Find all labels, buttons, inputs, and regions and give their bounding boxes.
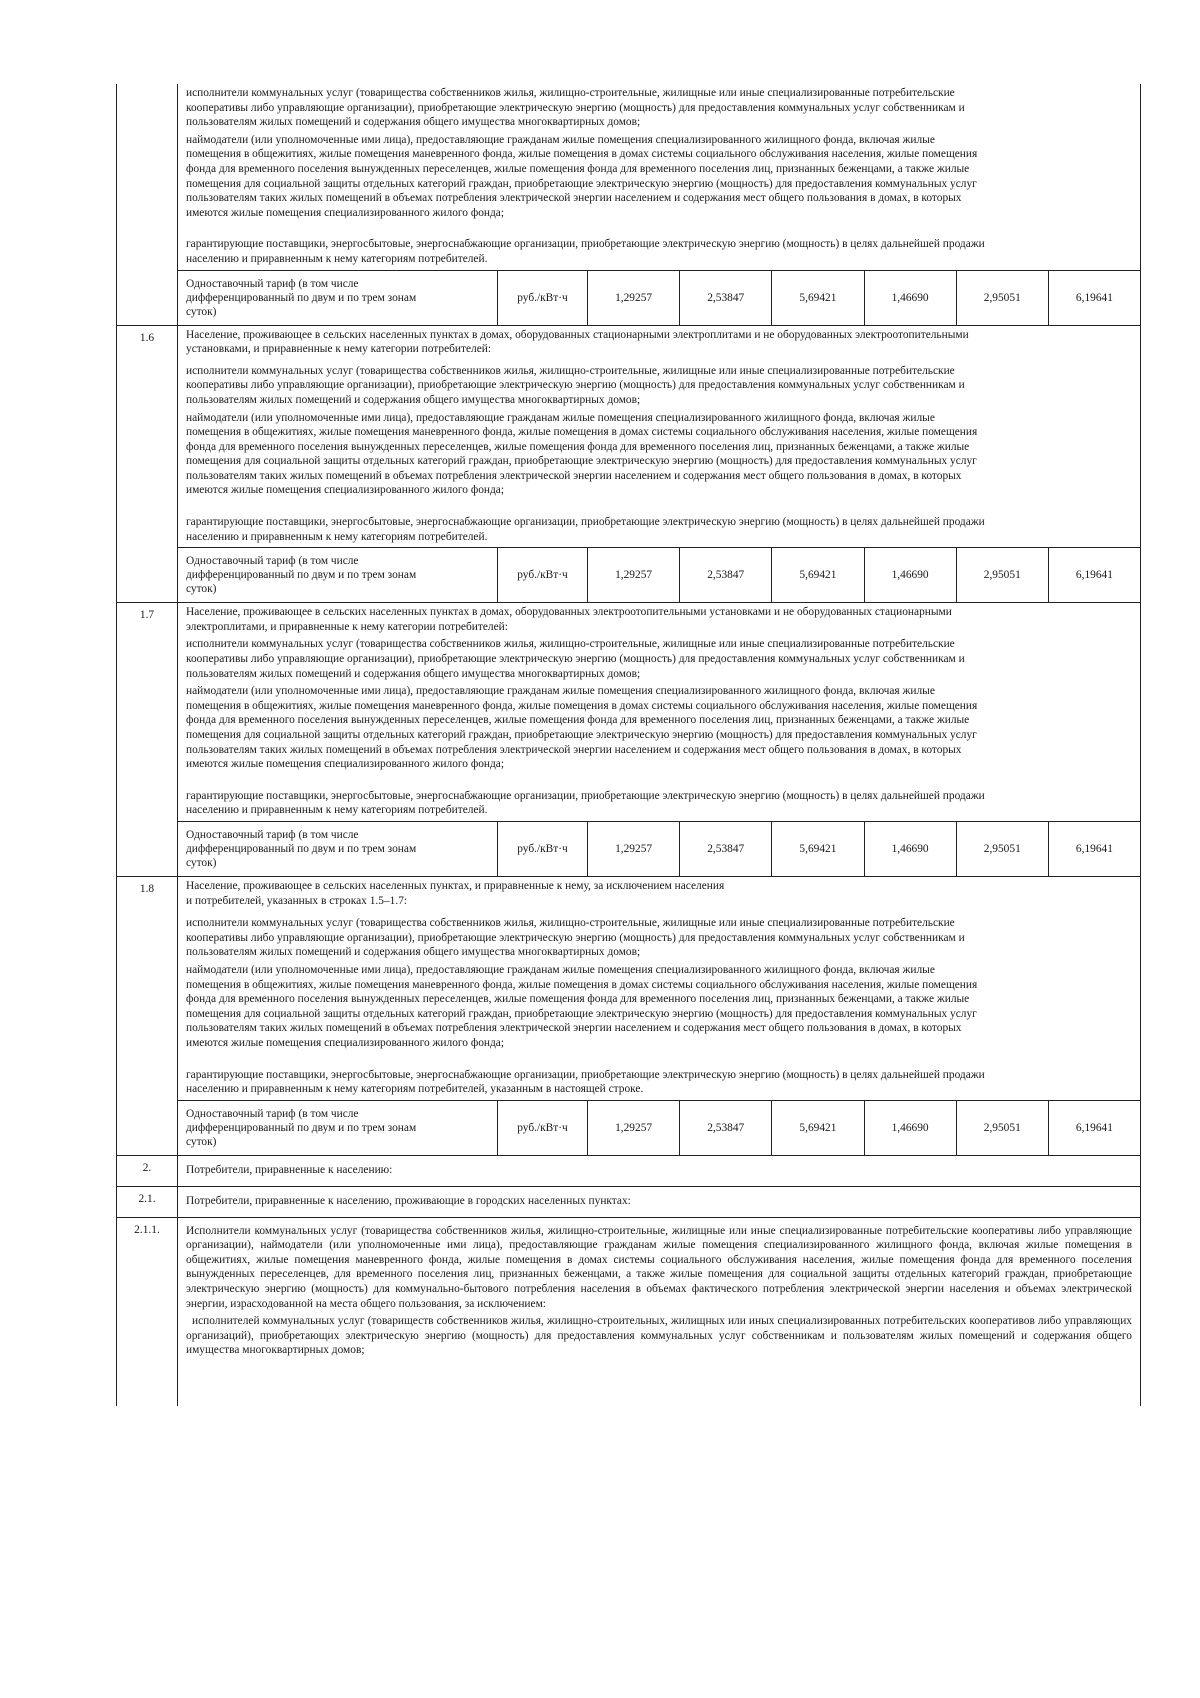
tariff-label: Одноставочный тариф (в том числе дифференцированный по двум и по трем зонам суток) (178, 548, 498, 602)
row-number: 1.6 (117, 326, 178, 603)
row-number: 1.8 (117, 877, 178, 1155)
row-body (178, 877, 1140, 1155)
tariff-value: 1,46690 (865, 1101, 957, 1155)
row-1-5-continuation (117, 84, 1140, 326)
tariff-value: 2,53847 (680, 1101, 772, 1155)
tariff-value: 2,95051 (957, 548, 1049, 602)
row-2 (117, 1156, 1140, 1187)
row-number: 1.7 (117, 603, 178, 876)
row-paragraph: исполнителей коммунальных услуг (товариществ собственников жилья, жилищно-строительных, жилищных или иных специализированных потребительских кооперативов либо управляющих организаций), приобретающих электрическую энергию (мощность) для предоставления коммунальных услуг собственникам и пользователям жилых помещений и содержания общего имущества многоквартирных домов; (186, 1315, 1132, 1357)
tariff-value: 2,53847 (680, 822, 772, 876)
tariff-value: 1,29257 (588, 1101, 680, 1155)
tariff-value: 1,46690 (865, 822, 957, 876)
row-number: 2.1.1. (117, 1218, 178, 1406)
tariff-unit: руб./кВт·ч (498, 271, 588, 325)
tariff-value: 1,46690 (865, 271, 957, 325)
row-body (178, 1218, 1140, 1406)
tariff-row (178, 270, 1140, 325)
tariff-table (116, 84, 1141, 1406)
tariff-value: 6,19641 (1075, 569, 1113, 582)
suppliers-paragraph: гарантирующие поставщики, энергосбытовые, энергоснабжающие организации, приобретающие электрическую энергию (мощность) в целях дальнейшей продажи населению и приравненным к нему категориям потребителей, указанным в настоящей строке. (186, 1068, 985, 1096)
suppliers-paragraph: гарантирующие поставщики, энергосбытовые, энергоснабжающие организации, приобретающие электрическую энергию (мощность) в целях дальнейшей продажи населению и приравненным к нему категориям потребителей. (186, 238, 985, 265)
executors-paragraph: исполнители коммунальных услуг (товарищества собственников жилья, жилищно-строительные, жилищные или иные специализированные потребительские кооперативы либо управляющие организации), приобретающие электрическую энергию (мощность) для предоставления коммунальных услуг собственникам и пользователям жилых помещений и содержания общего имущества многоквартирных домов; (186, 638, 965, 680)
tariff-value: 1,29257 (588, 271, 680, 325)
tariff-value: 5,69421 (772, 1101, 864, 1155)
executors-paragraph: исполнители коммунальных услуг (товарищества собственников жилья, жилищно-строительные, жилищные или иные специализированные потребительские кооперативы либо управляющие организации), приобретающие электрическую энергию (мощность) для предоставления коммунальных услуг собственникам и пользователям жилых помещений и содержания общего имущества многоквартирных домов; (186, 917, 965, 959)
row-1-8 (117, 877, 1140, 1156)
row-1-7 (117, 603, 1140, 877)
tariff-value: 5,69421 (772, 822, 864, 876)
landlords-paragraph: наймодатели (или уполномоченные ими лица), предоставляющие гражданам жилые помещения специализированного жилищного фонда, включая жилые помещения в общежитиях, жилые помещения маневренного фонда, жилые помещения в домах системы социального обслуживания населения, жилые помещения фонда для временного поселения вынужденных переселенцев, жилые помещения фонда для временного поселения лиц, признанных беженцами, а также жилые помещения для социальной защиты отдельных категорий граждан, приобретающие электрическую энергию (мощность) для предоставления коммунальных услуг пользователям таких жилых помещений в объемах потребления электрической энергии населением и содержания мест общего пользования в домах, в которых имеются жилые помещения специализированного жилого фонда; (186, 133, 978, 219)
row-body (178, 603, 1140, 876)
tariff-label: Одноставочный тариф (в том числе дифференцированный по двум и по трем зонам суток) (178, 1101, 498, 1155)
tariff-value: 1,29257 (588, 822, 680, 876)
tariff-label: Одноставочный тариф (в том числе дифференцированный по двум и по трем зонам суток) (178, 271, 498, 325)
tariff-value: 5,69421 (772, 271, 864, 325)
row-body (178, 1156, 1140, 1186)
tariff-value: 6,19641 (1075, 291, 1113, 304)
row-number: 2. (117, 1156, 178, 1186)
tariff-value: 1,46690 (865, 548, 957, 602)
row-1-6 (117, 326, 1140, 604)
tariff-row (178, 821, 1140, 876)
tariff-value: 2,95051 (957, 822, 1049, 876)
row-number: 2.1. (117, 1187, 178, 1217)
row-2-1 (117, 1187, 1140, 1218)
row-body (178, 326, 1140, 603)
row-number (117, 84, 178, 325)
landlords-paragraph: наймодатели (или уполномоченные ими лица), предоставляющие гражданам жилые помещения специализированного жилищного фонда, включая жилые помещения в общежитиях, жилые помещения маневренного фонда, жилые помещения в домах системы социального обслуживания населения, жилые помещения фонда для временного поселения вынужденных переселенцев, жилые помещения фонда для временного поселения лиц, признанных беженцами, а также жилые помещения для социальной защиты отдельных категорий граждан, приобретающие электрическую энергию (мощность) для предоставления коммунальных услуг пользователям таких жилых помещений в объемах потребления электрической энергии населением и содержания мест общего пользования в домах, в которых имеются жилые помещения специализированного жилого фонда; (186, 685, 978, 771)
tariff-value: 2,95051 (957, 1101, 1049, 1155)
row-2-1-1 (117, 1218, 1140, 1406)
landlords-paragraph: наймодатели (или уполномоченные ими лица), предоставляющие гражданам жилые помещения специализированного жилищного фонда, включая жилые помещения в общежитиях, жилые помещения маневренного фонда, жилые помещения в домах системы социального обслуживания населения, жилые помещения фонда для временного поселения вынужденных переселенцев, жилые помещения фонда для временного поселения лиц, признанных беженцами, а также жилые помещения для социальной защиты отдельных категорий граждан, приобретающие электрическую энергию (мощность) для предоставления коммунальных услуг пользователям таких жилых помещений в объемах потребления электрической энергии населением и содержания мест общего пользования в домах, в которых имеются жилые помещения специализированного жилого фонда; (186, 963, 978, 1049)
tariff-value: 2,53847 (680, 548, 772, 602)
executors-paragraph: исполнители коммунальных услуг (товарищества собственников жилья, жилищно-строительные, жилищные или иные специализированные потребительские кооперативы либо управляющие организации), приобретающие электрическую энергию (мощность) для предоставления коммунальных услуг собственникам и пользователям жилых помещений и содержания общего имущества многоквартирных домов; (186, 87, 965, 129)
suppliers-paragraph: гарантирующие поставщики, энергосбытовые, энергоснабжающие организации, приобретающие электрическую энергию (мощность) в целях дальнейшей продажи населению и приравненным к нему категориям потребителей. (186, 516, 985, 543)
tariff-row (178, 547, 1140, 602)
tariff-row (178, 1100, 1140, 1155)
row-title: Население, проживающее в сельских населенных пунктах, и приравненные к нему, за исключением населения и потребителей, указанных в строках 1.5–1.7: (186, 879, 725, 907)
row-paragraph: Исполнители коммунальных услуг (товарищества собственников жилья, жилищно-строительные, жилищные или иные специализированные потребительские кооперативы либо управляющие организации), наймодатели (или уполномоченные ими лица), предоставляющие гражданам жилые помещения специализированного жилищного фонда, включая жилые помещения в общежитиях, жилые помещения маневренного фонда, жилые помещения в домах системы социального обслуживания населения, жилые помещения фонда для временного поселения вынужденных переселенцев, для временного поселения лиц, признанных беженцами, а также жилые помещения для социальной защиты отдельных категорий граждан, приобретающие электрическую энергию (мощность) для коммунально-бытового потребления населения в объемах фактического потребления электрической энергии населения и объемах электрической энергии, израсходованной на места общего пользования, за исключением: (186, 1224, 1132, 1310)
row-body (178, 1187, 1140, 1217)
tariff-value: 6,19641 (1075, 1121, 1113, 1134)
tariff-value: 2,53847 (680, 271, 772, 325)
tariff-unit: руб./кВт·ч (498, 548, 588, 602)
tariff-value: 1,29257 (588, 548, 680, 602)
tariff-unit: руб./кВт·ч (498, 1101, 588, 1155)
tariff-label: Одноставочный тариф (в том числе дифференцированный по двум и по трем зонам суток) (178, 822, 498, 876)
row-title: Потребители, приравненные к населению, проживающие в городских населенных пунктах: (186, 1194, 631, 1207)
tariff-value: 6,19641 (1075, 842, 1113, 855)
tariff-value: 2,95051 (957, 271, 1049, 325)
row-body (178, 84, 1140, 325)
row-title: Потребители, приравненные к населению: (186, 1163, 393, 1176)
executors-paragraph: исполнители коммунальных услуг (товарищества собственников жилья, жилищно-строительные, жилищные или иные специализированные потребительские кооперативы либо управляющие организации), приобретающие электрическую энергию (мощность) для предоставления коммунальных услуг собственникам и пользователям жилых помещений и содержания общего имущества многоквартирных домов; (186, 364, 965, 406)
suppliers-paragraph: гарантирующие поставщики, энергосбытовые, энергоснабжающие организации, приобретающие электрическую энергию (мощность) в целях дальнейшей продажи населению и приравненным к нему категориям потребителей. (186, 789, 985, 817)
landlords-paragraph: наймодатели (или уполномоченные ими лица), предоставляющие гражданам жилые помещения специализированного жилищного фонда, включая жилые помещения в общежитиях, жилые помещения маневренного фонда, жилые помещения в домах системы социального обслуживания населения, жилые помещения фонда для временного поселения вынужденных переселенцев, жилые помещения фонда для временного поселения лиц, признанных беженцами, а также жилые помещения для социальной защиты отдельных категорий граждан, приобретающие электрическую энергию (мощность) для предоставления коммунальных услуг пользователям таких жилых помещений в объемах потребления электрической энергии населением и содержания мест общего пользования в домах, в которых имеются жилые помещения специализированного жилого фонда; (186, 411, 978, 497)
row-title: Население, проживающее в сельских населенных пунктах в домах, оборудованных стационарными электроплитами и не оборудованных электроотопительными установками, и приравненные к нему категории потребителей: (186, 328, 969, 356)
tariff-value: 5,69421 (772, 548, 864, 602)
row-title: Население, проживающее в сельских населенных пунктах в домах, оборудованных электроотопительными установками и не оборудованных стационарными электроплитами, и приравненные к нему категории потребителей: (186, 606, 952, 633)
tariff-unit: руб./кВт·ч (498, 822, 588, 876)
